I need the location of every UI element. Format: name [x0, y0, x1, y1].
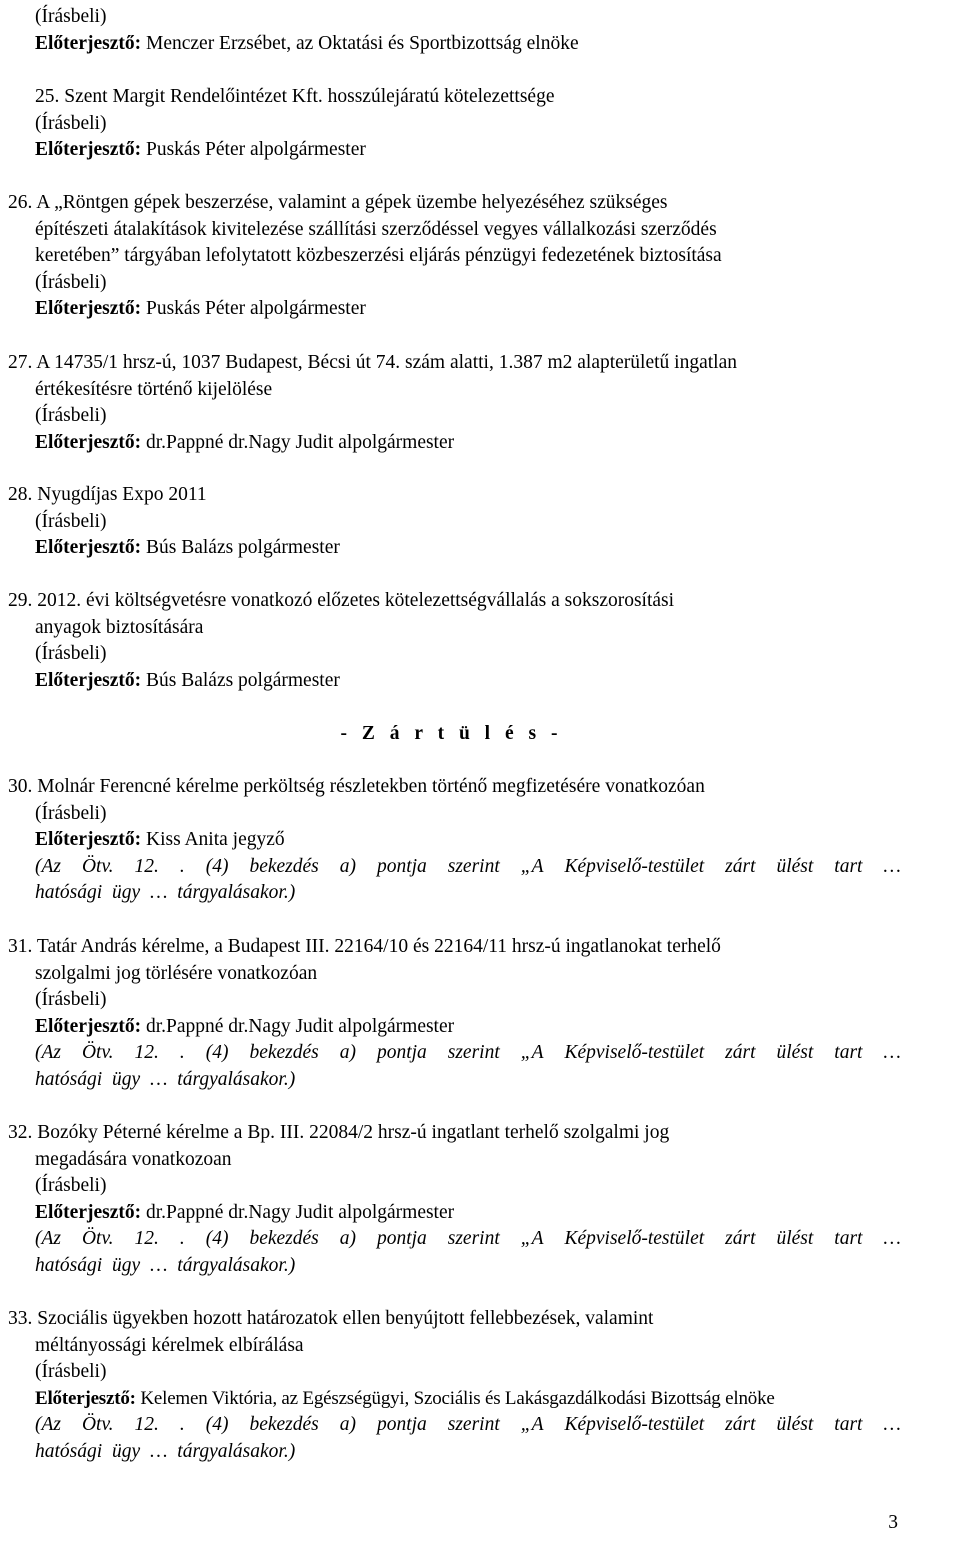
- legal-note-word: …: [883, 1414, 901, 1436]
- legal-note: [8, 854, 901, 907]
- legal-note-word: ülést: [776, 855, 814, 877]
- legal-note-word: tart: [834, 855, 863, 877]
- title-line: A „Röntgen gépek beszerzése, valamint a gépek üzembe helyezéséhez szükséges: [36, 192, 668, 213]
- presenter-line: [8, 1200, 952, 1227]
- presenter-line: [8, 535, 952, 562]
- item-title: [35, 84, 952, 111]
- title-line: Bozóky Péterné kérelme a Bp. III. 22084/2 hrsz-ú ingatlant terhelő szolgalmi jog: [37, 1122, 670, 1143]
- agenda-item-30: [8, 774, 952, 907]
- agenda-item-33: [8, 1306, 960, 1466]
- legal-note-word: (Az: [35, 1414, 61, 1436]
- written-note: (Írásbeli): [35, 405, 107, 427]
- legal-note-line2: hatósági ügy … tárgyalásakor.): [35, 882, 296, 904]
- legal-note-word: (Az: [35, 1228, 61, 1250]
- presenter-label: Előterjesztő:: [35, 431, 142, 453]
- presenter-label: Előterjesztő:: [35, 139, 142, 161]
- presenter-name: dr.Pappné dr.Nagy Judit alpolgármester: [145, 431, 455, 453]
- title-line: Nyugdíjas Expo 2011: [37, 484, 207, 505]
- item-number: 29.: [8, 590, 33, 611]
- title-line: A 14735/1 hrsz-ú, 1037 Budapest, Bécsi út 74. szám alatti, 1.387 m2 alapterületű ingatlan: [36, 352, 737, 373]
- presenter-label: Előterjesztő:: [35, 32, 142, 54]
- presenter-label: Előterjesztő:: [35, 1387, 136, 1409]
- title-line: építészeti átalakítások kivitelezése szállítási szerződéssel vegyes vállalkozási szerződés: [35, 218, 717, 240]
- presenter-name: dr.Pappné dr.Nagy Judit alpolgármester: [145, 1201, 455, 1223]
- presenter-name: Menczer Erzsébet, az Oktatási és Sportbizottság elnöke: [145, 32, 579, 54]
- legal-note-word: bekezdés: [249, 1042, 319, 1064]
- title-line: Szociális ügyekben hozott határozatok ellen benyújtott fellebbezések, valamint: [37, 1308, 654, 1329]
- item-number: 33.: [8, 1308, 33, 1329]
- legal-note-word: tart: [834, 1414, 863, 1436]
- legal-note-word: (Az: [35, 1042, 61, 1064]
- legal-note-word: 12.: [134, 1042, 159, 1064]
- legal-note-word: (4): [205, 855, 229, 877]
- legal-note-word: pontja: [376, 855, 427, 877]
- legal-note-word: szerint: [447, 1414, 500, 1436]
- legal-note-word: 12.: [134, 1414, 159, 1436]
- legal-note-word: bekezdés: [249, 855, 319, 877]
- presenter-label: Előterjesztő:: [35, 1201, 142, 1223]
- legal-note-word: „A: [520, 855, 544, 877]
- legal-note-word: zárt: [725, 1414, 756, 1436]
- legal-note-word: ülést: [776, 1414, 814, 1436]
- legal-note-word: …: [883, 1228, 901, 1250]
- page-number: 3: [888, 1512, 898, 1534]
- title-line: Molnár Ferencné kérelme perköltség részletekben történő megfizetésére vonatkozóan: [37, 776, 705, 797]
- written-note: (Írásbeli): [35, 112, 107, 134]
- title-line: szolgalmi jog törlésére vonatkozóan: [35, 962, 318, 984]
- presenter-name: Kelemen Viktória, az Egészségügyi, Szociális és Lakásgazdálkodási Bizottság elnöke: [140, 1387, 775, 1409]
- title-line: Szent Margit Rendelőintézet Kft. hosszúlejáratú kötelezettsége: [64, 86, 555, 107]
- legal-note-line1: [35, 1412, 901, 1439]
- presenter-label: Előterjesztő:: [35, 669, 142, 691]
- legal-note-word: zárt: [725, 1042, 756, 1064]
- agenda-item-27: [8, 350, 952, 456]
- legal-note-word: (4): [205, 1228, 229, 1250]
- legal-note-word: pontja: [376, 1228, 427, 1250]
- legal-note-word: „A: [520, 1228, 544, 1250]
- legal-note-word: a): [339, 1042, 356, 1064]
- legal-note-word: a): [339, 855, 356, 877]
- legal-note-word: …: [883, 1042, 901, 1064]
- legal-note-word: …: [883, 855, 901, 877]
- written-note: (Írásbeli): [35, 989, 107, 1011]
- agenda-item-28: [8, 482, 952, 562]
- legal-note-word: (Az: [35, 855, 61, 877]
- legal-note-word: (4): [205, 1042, 229, 1064]
- presenter-name: Bús Balázs polgármester: [145, 669, 340, 691]
- item-number: 25.: [35, 86, 60, 107]
- legal-note-line1: [35, 1226, 901, 1253]
- item-title: [8, 774, 952, 801]
- presenter-label: Előterjesztő:: [35, 298, 142, 320]
- legal-note-line1: [35, 1040, 901, 1067]
- title-line: méltányossági kérelmek elbírálása: [35, 1334, 304, 1356]
- presenter-line: [8, 827, 952, 854]
- presenter-line: [8, 296, 952, 323]
- presenter-name: Puskás Péter alpolgármester: [145, 298, 366, 320]
- written-note: (Írásbeli): [35, 271, 107, 293]
- legal-note-word: ülést: [776, 1042, 814, 1064]
- legal-note-word: (4): [205, 1414, 229, 1436]
- written-note: (Írásbeli): [35, 1361, 107, 1383]
- legal-note-word: szerint: [447, 855, 500, 877]
- item-number: 32.: [8, 1122, 33, 1143]
- legal-note-word: .: [179, 1228, 185, 1250]
- legal-note-word: 12.: [134, 855, 159, 877]
- item-number: 31.: [8, 936, 33, 957]
- legal-note-word: ülést: [776, 1228, 814, 1250]
- presenter-name: Puskás Péter alpolgármester: [145, 139, 366, 161]
- title-line: keretében” tárgyában lefolytatott közbeszerzési eljárás pénzügyi fedezetének biztosítása: [35, 245, 722, 267]
- item-title: [8, 1120, 952, 1147]
- legal-note-word: Ötv.: [81, 1414, 114, 1436]
- presenter-name: Kiss Anita jegyző: [145, 829, 285, 851]
- legal-note-word: 12.: [134, 1228, 159, 1250]
- written-note: (Írásbeli): [35, 1175, 107, 1197]
- legal-note-word: szerint: [447, 1042, 500, 1064]
- presenter-label: Előterjesztő:: [35, 829, 142, 851]
- agenda-item-31: [8, 934, 952, 1094]
- legal-note-word: Képviselő-testület: [564, 1228, 705, 1250]
- legal-note-word: pontja: [376, 1414, 427, 1436]
- presenter-line: [35, 137, 952, 164]
- legal-note-word: bekezdés: [249, 1228, 319, 1250]
- legal-note-line1: [35, 854, 901, 881]
- legal-note-line2: hatósági ügy … tárgyalásakor.): [35, 1440, 296, 1462]
- legal-note-word: Ötv.: [81, 1228, 114, 1250]
- presenter-line: [8, 430, 952, 457]
- legal-note-word: pontja: [376, 1042, 427, 1064]
- legal-note-word: Képviselő-testület: [564, 855, 705, 877]
- title-line: megadására vonatkozoan: [35, 1148, 232, 1170]
- presenter-line: [8, 668, 952, 695]
- item-number: 27.: [8, 352, 33, 373]
- item-title: [8, 934, 952, 961]
- title-line: 2012. évi költségvetésre vonatkozó előzetes kötelezettségvállalás a sokszorosítási: [37, 590, 675, 611]
- item-title: [8, 588, 952, 615]
- legal-note-word: tart: [834, 1228, 863, 1250]
- written-note: (Írásbeli): [35, 802, 107, 824]
- closed-session-heading: - Z á r t ü l é s -: [340, 723, 560, 744]
- agenda-item-24-tail: [35, 4, 952, 57]
- agenda-item-29: [8, 588, 952, 694]
- item-number: 26.: [8, 192, 33, 213]
- agenda-item-25: [35, 84, 952, 164]
- legal-note-word: Ötv.: [81, 1042, 114, 1064]
- title-line: értékesítésre történő kijelölése: [35, 378, 273, 400]
- agenda-item-26: [8, 190, 952, 323]
- legal-note: [8, 1040, 901, 1093]
- legal-note-word: a): [339, 1414, 356, 1436]
- legal-note-word: zárt: [725, 855, 756, 877]
- legal-note-line2: hatósági ügy … tárgyalásakor.): [35, 1254, 296, 1276]
- written-note: (Írásbeli): [35, 6, 107, 27]
- presenter-line: [35, 31, 952, 58]
- legal-note-word: „A: [520, 1042, 544, 1064]
- agenda-item-32: [8, 1120, 952, 1280]
- legal-note-word: „A: [520, 1414, 544, 1436]
- written-note: (Írásbeli): [35, 643, 107, 665]
- item-number: 28.: [8, 484, 33, 505]
- title-line: Tatár András kérelme, a Budapest III. 22164/10 és 22164/11 hrsz-ú ingatlanokat terhelő: [36, 936, 721, 957]
- legal-note-word: .: [179, 855, 185, 877]
- legal-note-word: Képviselő-testület: [564, 1414, 705, 1436]
- presenter-line: [8, 1014, 952, 1041]
- item-title: [8, 190, 952, 217]
- legal-note: [8, 1412, 901, 1465]
- legal-note-word: bekezdés: [249, 1414, 319, 1436]
- legal-note: [8, 1226, 901, 1279]
- item-title: [8, 482, 952, 509]
- legal-note-word: Képviselő-testület: [564, 1042, 705, 1064]
- legal-note-word: a): [339, 1228, 356, 1250]
- legal-note-word: Ötv.: [81, 855, 114, 877]
- presenter-name: dr.Pappné dr.Nagy Judit alpolgármester: [145, 1015, 455, 1037]
- legal-note-word: tart: [834, 1042, 863, 1064]
- written-note: (Írásbeli): [35, 510, 107, 532]
- presenter-label: Előterjesztő:: [35, 1015, 142, 1037]
- legal-note-word: .: [179, 1042, 185, 1064]
- title-line: anyagok biztosítására: [35, 616, 204, 638]
- legal-note-word: .: [179, 1414, 185, 1436]
- legal-note-line2: hatósági ügy … tárgyalásakor.): [35, 1068, 296, 1090]
- legal-note-word: szerint: [447, 1228, 500, 1250]
- presenter-line: [8, 1386, 960, 1413]
- item-number: 30.: [8, 776, 33, 797]
- legal-note-word: zárt: [725, 1228, 756, 1250]
- presenter-name: Bús Balázs polgármester: [145, 537, 340, 559]
- item-title: [8, 350, 952, 377]
- presenter-label: Előterjesztő:: [35, 537, 142, 559]
- item-title: [8, 1306, 960, 1333]
